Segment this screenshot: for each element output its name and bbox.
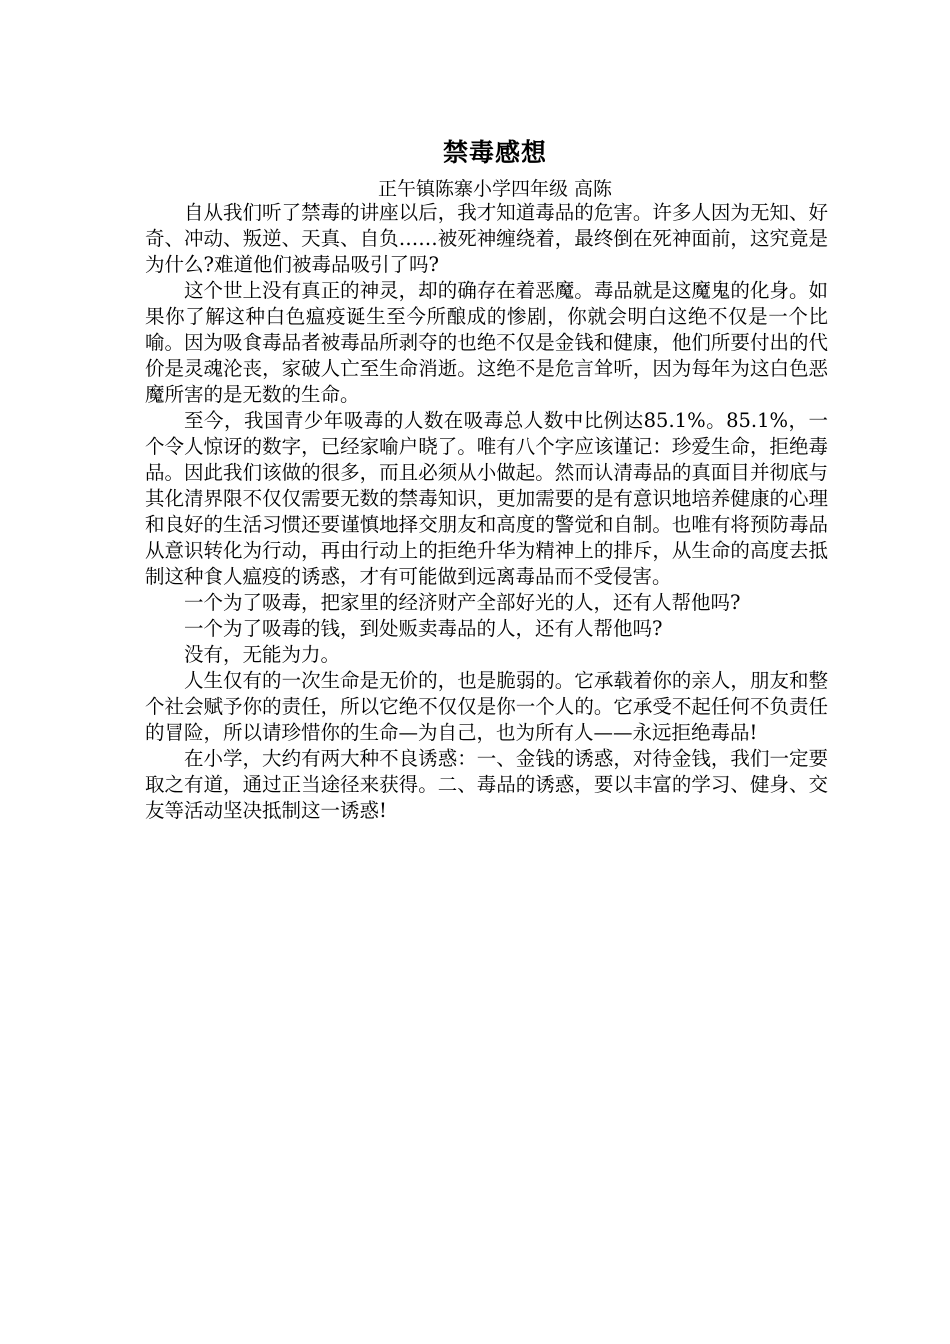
author-line: 正午镇陈寨小学四年级 高陈 [377, 178, 613, 200]
paragraph: 至今，我国青少年吸毒的人数在吸毒总人数中比例达85.1%。85.1%，一个令人惊讶的数字，已经家喻户晓了。唯有八个字应该谨记：珍爱生命，拒绝毒品。因此我们该做的很多，而且必须从小做起。然而认清毒品的真面目并彻底与其化清界限不仅仅需要无数的禁毒知识，更加需要的是有意识地培养健康的心理和良好的生活习惯还要谨慎地择交朋友和高度的警觉和自制。也唯有将预防毒品从意识转化为行动，再由行动上的拒绝升华为精神上的排斥，从生命的高度去抵制这种食人瘟疫的诱惑，才有可能做到远离毒品而不受侵害。 [145, 409, 828, 588]
paragraph: 一个为了吸毒，把家里的经济财产全部好光的人，还有人帮他吗? [184, 591, 741, 614]
page-title: 禁毒感想 [442, 138, 547, 167]
paragraph: 人生仅有的一次生命是无价的，也是脆弱的。它承载着你的亲人，朋友和整个社会赋予你的责任，所以它绝不仅仅是你一个人的。它承受不起任何不负责任的冒险，所以请珍惜你的生命—为自己，也为所有人——永远拒绝毒品! [145, 669, 828, 744]
paragraph: 自从我们听了禁毒的讲座以后，我才知道毒品的危害。许多人因为无知、好奇、冲动、叛逆、天真、自负……被死神缠绕着，最终倒在死神面前，这究竟是为什么?难道他们被毒品吸引了吗? [145, 201, 828, 276]
paragraph: 没有，无能为力。 [184, 643, 341, 666]
paragraph: 在小学，大约有两大种不良诱惑：一、金钱的诱惑，对待金钱，我们一定要取之有道，通过正当途径来获得。二、毒品的诱惑，要以丰富的学习、健身、交友等活动坚决抵制这一诱惑! [145, 747, 828, 822]
paragraph: 一个为了吸毒的钱，到处贩卖毒品的人，还有人帮他吗? [184, 617, 663, 640]
essay-body [145, 200, 828, 824]
paragraph: 这个世上没有真正的神灵，却的确存在着恶魔。毒品就是这魔鬼的化身。如果你了解这种白色瘟疫诞生至今所酿成的惨剧，你就会明白这绝不仅是一个比喻。因为吸食毒品者被毒品所剥夺的也绝不仅是金钱和健康，他们所要付出的代价是灵魂沦丧，家破人亡至生命消逝。这绝不是危言耸听，因为每年为这白色恶魔所害的是无数的生命。 [145, 279, 828, 406]
